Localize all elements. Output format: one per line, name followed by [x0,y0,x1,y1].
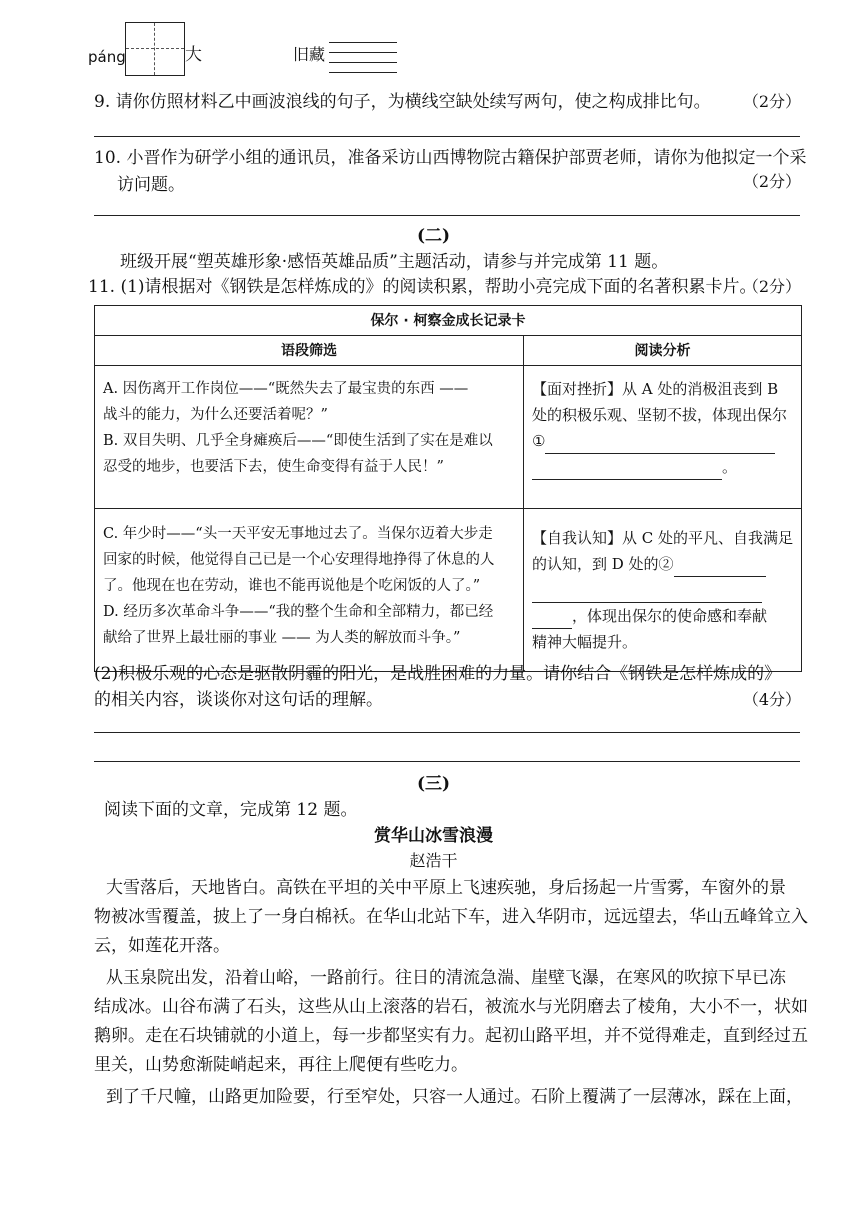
paragraph-line: 结成冰。山谷布满了石头，这些从山上滚落的岩石，被流水与光阴磨去了棱角，大小不一，状如 [94,997,808,1017]
answer-line-q11-2[interactable] [94,761,800,762]
row2-right-cell [523,509,801,672]
score-q9: （2分） [742,92,801,111]
section-3-intro: 阅读下面的文章，完成第 12 题。 [104,800,358,820]
tianzige-box[interactable] [125,22,185,76]
paragraph-line: 云，如莲花开落。 [94,936,230,956]
section-3-heading: (三) [416,774,451,794]
answer-line[interactable] [329,52,397,53]
question-11-1: 11. (1)请根据对《钢铁是怎样炼成的》的阅读积累，帮助小亮完成下面的名著积累卡片。 [88,277,757,297]
question-11-2-line1: (2)积极乐观的心态是驱散阴霾的阳光，是战胜困难的力量。请你结合《钢铁是怎样炼成的》 [94,664,782,684]
passage-line: 了。他现在也在劳动，谁也不能再说他是个吃闲饭的人了。” [103,578,481,594]
paragraph-line: 从玉泉院出发，沿着山峪，一路前行。往日的清流急湍、崖壁飞瀑，在寒风的吹掠下早已冻 [106,968,786,988]
analysis-line: 精神大幅提升。 [531,633,637,651]
q8-row [88,22,418,78]
word-prefix: 旧藏 [293,45,326,64]
question-9: 9. 请你仿照材料乙中画波浪线的句子，为横线空缺处续写两句，使之构成排比句。 [94,92,711,112]
answer-line[interactable] [329,62,397,63]
answer-line-q10[interactable] [94,215,800,216]
answer-line-q11-2[interactable] [94,732,800,733]
paragraph-line: 里关，山势愈渐陡峭起来，再往上爬便有些吃力。 [94,1055,468,1075]
row1-right-cell [523,366,801,509]
question-11-2-line2: 的相关内容，谈谈你对这句话的理解。 [94,690,383,710]
question-10-line1: 10. 小晋作为研学小组的通讯员，准备采访山西博物院古籍保护部贾老师，请你为他拟定一个采 [94,148,807,168]
analysis-blank-row: 。 [532,454,793,480]
analysis-line: 处的积极乐观、坚韧不拔，体现出保尔 [531,406,787,424]
passage-line: B. 双目失明、几乎全身瘫痪后——“即使生活到了实在是难以 [103,433,493,449]
paragraph-line: 到了千尺幢，山路更加险要，行至窄处，只容一人通过。石阶上覆满了一层薄冰，踩在上面， [106,1087,803,1107]
analysis-blank-row: ，体现出保尔的使命感和奉献 [532,603,793,629]
score-q11-1: （2分） [742,277,801,296]
article-author: 赵浩干 [409,851,458,870]
analysis-line: 【面对挫折】从 A 处的消极沮丧到 B [531,380,779,398]
pinyin-label: páng [88,48,126,66]
passage-line: 回家的时候，他觉得自己已是一个心安理得地挣得了休息的人 [103,552,495,568]
article-title: 赏华山冰雪浪漫 [374,826,493,846]
paragraph-line: 鹅卵。走在石块铺就的小道上，每一步都坚实有力。起初山路平坦，并不觉得难走，直到经过五 [94,1026,808,1046]
answer-blank-1[interactable] [545,435,775,454]
score-q11-2: （4分） [742,690,801,709]
section-2-heading: (二) [416,226,451,246]
answer-blank-2b[interactable] [532,584,762,603]
char-after-box: 大 [185,45,202,65]
reading-card-table [94,305,802,672]
answer-blank-2[interactable] [674,558,766,577]
paragraph-line: 大雪落后，天地皆白。高铁在平坦的关中平原上飞速疾驰，身后扬起一片雪雾，车窗外的景 [106,878,786,898]
passage-line: 战斗的能力，为什么还要活着呢？” [103,407,328,423]
analysis-line: 【自我认知】从 C 处的平凡、自我满足 [531,529,793,547]
card-title-cell [95,306,802,336]
passage-line: 忍受的地步，也要活下去，使生命变得有益于人民！” [103,459,444,475]
col-header-1: 语段筛选 [95,336,524,366]
passage-line: 献给了世界上最壮丽的事业 —— 为人类的解放而斗争。” [103,630,461,646]
analysis-blank-row: 的认知，到 D 处的② [532,551,793,577]
score-q10: （2分） [742,172,801,191]
passage-line: A. 因伤离开工作岗位——“既然失去了最宝贵的东西 —— [103,381,469,397]
col-header-2: 阅读分析 [523,336,801,366]
passage-line: C. 年少时——“头一天平安无事地过去了。当保尔迈着大步走 [103,526,493,542]
answer-blank-1b[interactable] [532,461,722,480]
article-body [94,874,806,1112]
answer-line[interactable] [329,72,397,73]
row1-left-cell [95,366,524,509]
analysis-blank-row: ① [532,428,793,454]
row2-left-cell [95,509,524,672]
passage-line: D. 经历多次革命斗争——“我的整个生命和全部精力，都已经 [103,604,494,620]
analysis-blank-row [532,577,793,603]
answer-line[interactable] [329,42,397,43]
question-10-line2: 访问题。 [117,175,185,195]
card-title: 保尔 · 柯察金成长记录卡 [370,312,526,329]
section-2-intro: 班级开展“塑英雄形象·感悟英雄品质”主题活动，请参与并完成第 11 题。 [120,252,669,272]
paragraph-line: 物被冰雪覆盖，披上了一身白棉袄。在华山北站下车，进入华阴市，远远望去，华山五峰耸立入 [94,907,808,927]
answer-line-q9[interactable] [94,136,800,137]
answer-blank-2c[interactable] [532,610,572,629]
